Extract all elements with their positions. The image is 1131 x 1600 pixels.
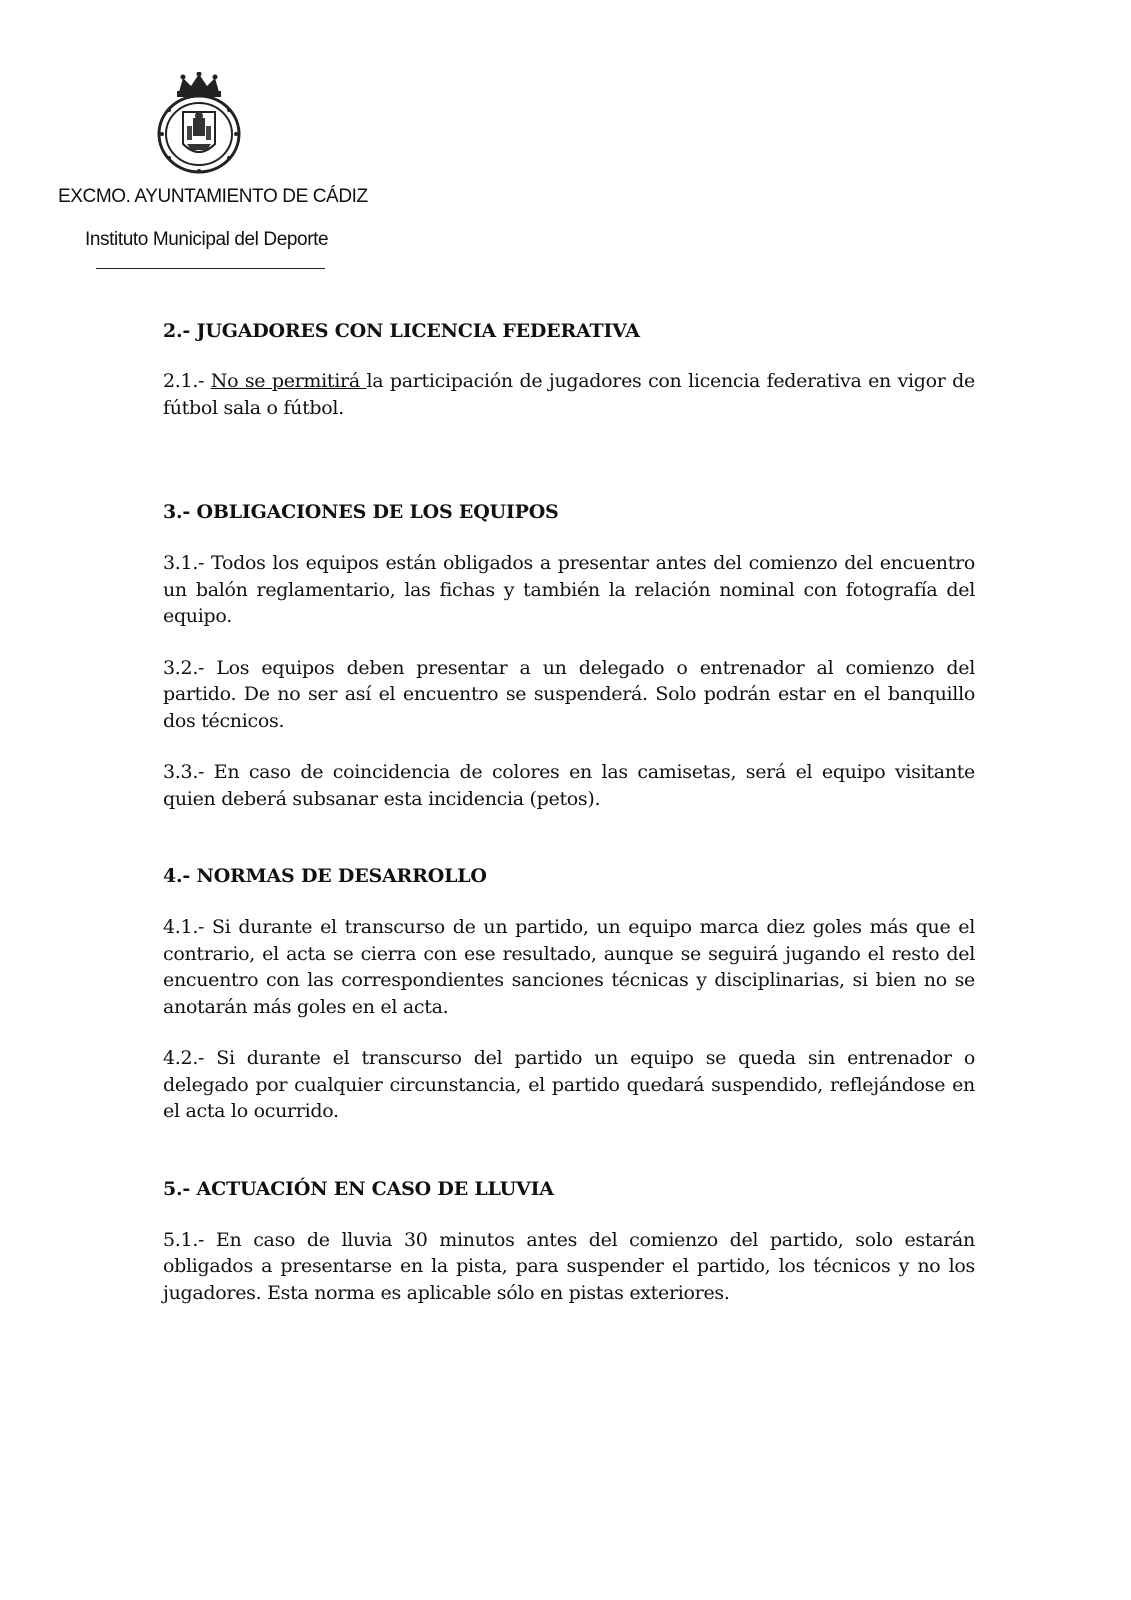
section-title-lluvia: 5.- ACTUACIÓN EN CASO DE LLUVIA xyxy=(163,1177,554,1200)
paragraph-3-2: 3.2.- Los equipos deben presentar a un delegado o entrenador al comienzo del partido. De no ser así el encuentro se suspenderá. Solo podrán estar en el banquillo dos técnicos. xyxy=(163,656,975,732)
paragraph-text: la participación de jugadores con licencia federativa en vigor de fútbol sala o fútbol. xyxy=(163,370,975,419)
section-title-obligaciones: 3.- OBLIGACIONES DE LOS EQUIPOS xyxy=(163,501,559,523)
section-title-licencia: 2.- JUGADORES CON LICENCIA FEDERATIVA xyxy=(163,320,640,342)
paragraph-3-3: 3.3.- En caso de coincidencia de colores en las camisetas, será el equipo visitante quien deberá subsanar esta incidencia (petos). xyxy=(163,761,975,810)
organization-name: EXCMO. AYUNTAMIENTO DE CÁDIZ xyxy=(58,186,368,207)
paragraph-prefix: 2.1.- xyxy=(163,370,211,392)
underlined-text: No se permitirá xyxy=(210,370,367,392)
letterhead xyxy=(0,0,420,290)
paragraph-3-1: 3.1.- Todos los equipos están obligados a presentar antes del comienzo del encuentro un balón reglamentario, las fichas y también la relación nominal con fotografía del equipo. xyxy=(163,552,975,627)
department-name: Instituto Municipal del Deporte xyxy=(85,229,329,250)
section-title-normas: 4.- NORMAS DE DESARROLLO xyxy=(163,865,487,887)
paragraph-4-2: 4.2.- Si durante el transcurso del partido un equipo se queda sin entrenador o delegado por cualquier circunstancia, el partido quedará suspendido, reflejándose en el acta lo ocurrido. xyxy=(163,1047,975,1122)
paragraph-4-1: 4.1.- Si durante el transcurso de un partido, un equipo marca diez goles más que el contrario, el acta se cierra con ese resultado, aunque se seguirá jugando el resto del encuentro con las correspondientes sanciones técnicas y disciplinarias, si bien no se anotarán más goles en el acta. xyxy=(163,916,975,1018)
coat-of-arms-icon xyxy=(157,72,241,176)
paragraph-2-1 xyxy=(163,368,975,421)
paragraph-5-1: 5.1.- En caso de lluvia 30 minutos antes del comienzo del partido, solo estarán obligados a presentarse en la pista, para suspender el partido, los técnicos y no los jugadores. Esta norma es aplicable sólo en pistas exteriores. xyxy=(163,1228,975,1304)
document-body xyxy=(163,318,975,1306)
header-divider xyxy=(96,268,325,269)
